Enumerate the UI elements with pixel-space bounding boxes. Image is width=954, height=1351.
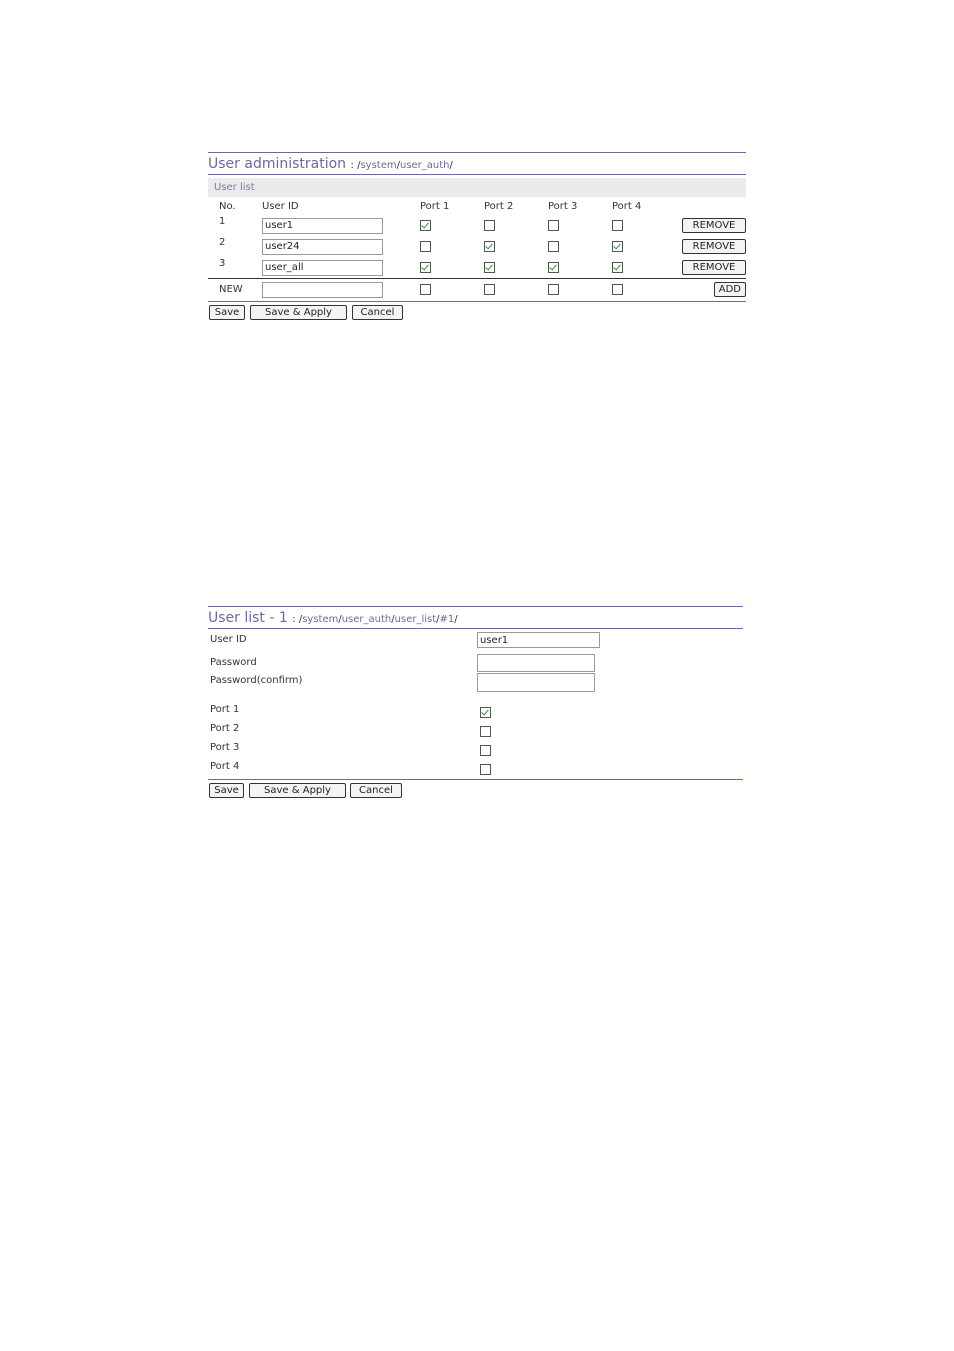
port-label: Port 3 [210, 742, 240, 753]
table-header [208, 197, 746, 215]
port-label: Port 1 [210, 704, 240, 715]
table-row [208, 236, 746, 257]
user-id-row [208, 631, 743, 653]
port-1-checkbox[interactable] [420, 220, 431, 231]
breadcrumb-user-auth[interactable]: user_auth [341, 614, 392, 625]
user-detail-panel [208, 606, 743, 801]
breadcrumb: : /system/user_auth/user_list/#1/ [292, 614, 458, 625]
port-1-checkbox[interactable] [420, 241, 431, 252]
port-4-checkbox[interactable] [612, 220, 623, 231]
user-id-input[interactable] [262, 260, 383, 276]
add-button[interactable]: ADD [714, 282, 746, 297]
breadcrumb-user-list[interactable]: user_list [394, 614, 437, 625]
row-number: 2 [219, 237, 226, 248]
port-2-checkbox[interactable] [484, 220, 495, 231]
remove-button[interactable]: REMOVE [682, 239, 746, 254]
password-confirm-label: Password(confirm) [210, 675, 303, 686]
save-apply-button[interactable]: Save & Apply [250, 305, 347, 320]
breadcrumb-system[interactable]: system [360, 160, 397, 171]
save-button[interactable]: Save [209, 783, 244, 798]
breadcrumb-entry[interactable]: #1 [439, 614, 455, 625]
new-user-id-input[interactable] [262, 282, 383, 298]
page-title-text: User administration [208, 156, 347, 172]
col-port-3: Port 3 [548, 200, 578, 212]
port-label: Port 4 [210, 761, 240, 772]
port-1-checkbox[interactable] [480, 707, 491, 718]
user-administration-panel [208, 152, 746, 323]
remove-button[interactable]: REMOVE [682, 260, 746, 275]
cancel-button[interactable]: Cancel [352, 305, 403, 320]
action-bar [208, 783, 743, 801]
port-1-checkbox[interactable] [420, 262, 431, 273]
port-2-checkbox[interactable] [480, 726, 491, 737]
password-row [208, 653, 743, 673]
row-number: NEW [208, 279, 250, 301]
password-confirm-input[interactable] [477, 673, 595, 692]
password-confirm-row [208, 673, 743, 702]
action-bar [208, 305, 746, 323]
col-port-4: Port 4 [612, 200, 642, 212]
new-port-2-checkbox[interactable] [484, 284, 495, 295]
user-id-input[interactable] [262, 218, 383, 234]
port-row [208, 759, 743, 778]
new-port-3-checkbox[interactable] [548, 284, 559, 295]
port-3-checkbox[interactable] [548, 262, 559, 273]
page-title [208, 156, 453, 172]
remove-button[interactable]: REMOVE [682, 218, 746, 233]
table-row [208, 257, 746, 279]
title-bar [208, 606, 743, 629]
user-id-input[interactable] [477, 632, 600, 648]
page-title [208, 610, 458, 626]
cancel-button[interactable]: Cancel [350, 783, 402, 798]
user-id-input[interactable] [262, 239, 383, 255]
port-4-checkbox[interactable] [612, 241, 623, 252]
port-2-checkbox[interactable] [484, 241, 495, 252]
port-4-checkbox[interactable] [480, 764, 491, 775]
page-title-text: User list - 1 [208, 610, 288, 626]
new-port-4-checkbox[interactable] [612, 284, 623, 295]
title-bar [208, 152, 746, 175]
new-user-row [208, 279, 746, 301]
breadcrumb-user-auth[interactable]: user_auth [399, 160, 450, 171]
save-button[interactable]: Save [209, 305, 245, 320]
save-apply-button[interactable]: Save & Apply [249, 783, 346, 798]
port-4-checkbox[interactable] [612, 262, 623, 273]
password-input[interactable] [477, 654, 595, 672]
row-number: 1 [219, 216, 226, 227]
new-port-1-checkbox[interactable] [420, 284, 431, 295]
password-label: Password [210, 657, 257, 668]
col-no: No. [219, 200, 236, 212]
port-row [208, 721, 743, 740]
port-3-checkbox[interactable] [548, 220, 559, 231]
table-row [208, 215, 746, 236]
port-3-checkbox[interactable] [480, 745, 491, 756]
port-label: Port 2 [210, 723, 240, 734]
row-number: 3 [219, 258, 226, 269]
port-row [208, 740, 743, 759]
col-port-2: Port 2 [484, 200, 514, 212]
port-3-checkbox[interactable] [548, 241, 559, 252]
breadcrumb-system[interactable]: system [302, 614, 339, 625]
section-header: User list [208, 178, 746, 197]
user-table [208, 197, 746, 300]
col-user-id: User ID [262, 200, 299, 212]
port-row [208, 702, 743, 721]
col-port-1: Port 1 [420, 200, 450, 212]
port-2-checkbox[interactable] [484, 262, 495, 273]
divider [208, 779, 743, 780]
user-id-label: User ID [210, 634, 247, 645]
breadcrumb: : /system/user_auth/ [350, 160, 453, 171]
divider [208, 301, 746, 302]
